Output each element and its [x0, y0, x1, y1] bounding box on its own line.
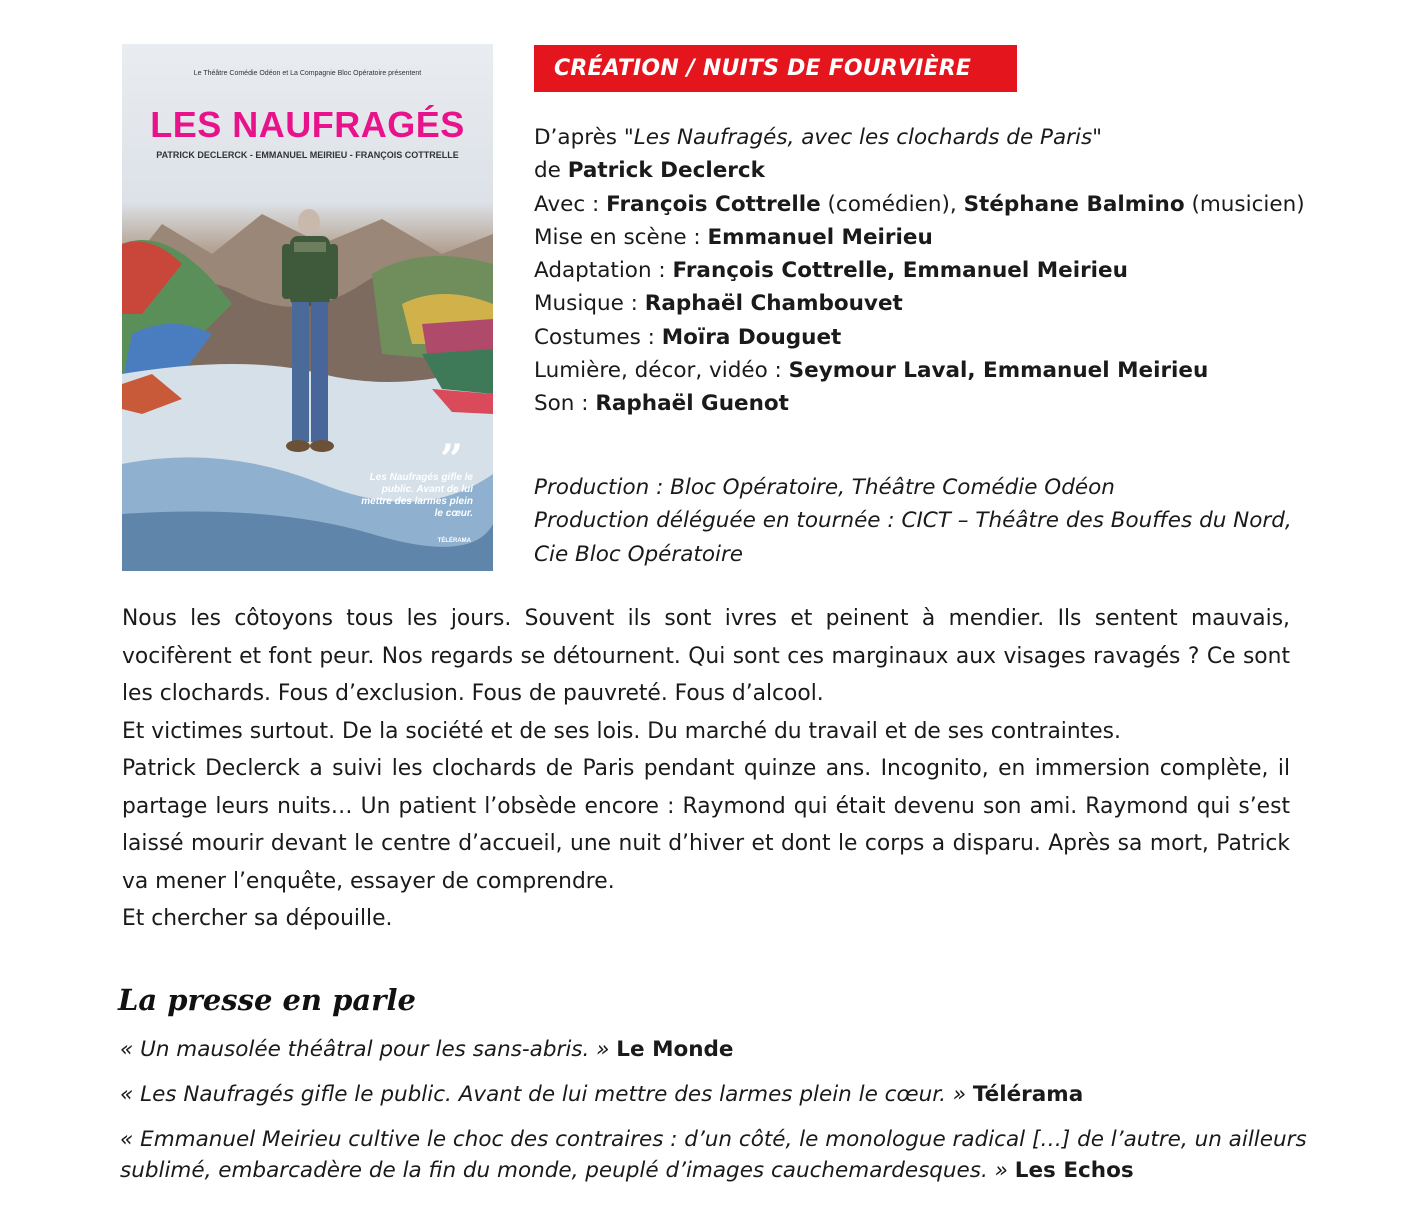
poster-title: LES NAUFRAGÉS [150, 104, 465, 145]
credits-direction: Mise en scène : Emmanuel Meirieu [534, 224, 933, 250]
synopsis [122, 600, 1290, 938]
poster-quote: Les Naufragés gifle le public. Avant de lui mettre des larmes plein le cœur. [361, 472, 473, 519]
book-title: Les Naufragés, avec les clochards de Paris [633, 125, 1093, 150]
poster-quote-mark: ” [440, 436, 464, 483]
credits-music: Musique : Raphaël Chambouvet [534, 291, 903, 317]
credits-cast: Avec : François Cottrelle (comédien), Stéphane Balmino (musicien) [534, 191, 1305, 217]
press-quote: « Les Naufragés gifle le public. Avant de lui mettre des larmes plein le cœur. » Télérama [120, 1082, 1084, 1107]
credits-author: de Patrick Declerck [534, 158, 765, 184]
credits-block [534, 121, 1354, 421]
production-block [534, 471, 1354, 571]
production-line-3: Cie Bloc Opératoire [534, 541, 744, 567]
production-line-2: Production déléguée en tournée : CICT – Théâtre des Bouffes du Nord, [534, 508, 1292, 534]
press-source: Les Echos [1014, 1158, 1134, 1183]
press-heading: La presse en parle [118, 983, 416, 1017]
poster-presents: Le Théâtre Comédie Odéon et La Compagnie Bloc Opératoire présentent [193, 70, 422, 77]
poster-names: PATRICK DECLERCK - EMMANUEL MEIRIEU - FRANÇOIS COTTRELLE [156, 150, 459, 160]
synopsis-paragraph-1: Nous les côtoyons tous les jours. Souvent ils sont ivres et peinent à mendier. Ils sentent mauvais, vocifèrent et font peur. Nos regards se détournent. Qui sont ces marginaux aux visages ravagés ? Ce sont les clochards. Fous d’exclusion. Fous de pauvreté. Fous d’alcool. [122, 606, 1290, 706]
press-quote: « Un mausolée théâtral pour les sans-abris. » Le Monde [120, 1037, 734, 1062]
show-poster [122, 44, 493, 571]
synopsis-paragraph-4: Et chercher sa dépouille. [122, 906, 393, 931]
press-quote: « Emmanuel Meirieu cultive le choc des contraires : d’un côté, le monologue radical […] de l’autre, un ailleurs sublimé, embarcadère de la fin du monde, peuplé d’images cauchemardesques. » Les Echos [120, 1127, 1307, 1183]
production-line-1: Production : Bloc Opératoire, Théâtre Comédie Odéon [534, 475, 1115, 500]
credits-adaptation: Adaptation : François Cottrelle, Emmanuel Meirieu [534, 258, 1128, 284]
creation-banner: CRÉATION / NUITS DE FOURVIÈRE [534, 45, 1017, 92]
synopsis-paragraph-3: Patrick Declerck a suivi les clochards de Paris pendant quinze ans. Incognito, en immersion complète, il partage leurs nuits… Un patient l’obsède encore : Raymond qui était devenu son ami. Raymond qui s’est laissé mourir devant le centre d’accueil, une nuit d’hiver et dont le corps a disparu. Après sa mort, Patrick va mener l’enquête, essayer de comprendre. [122, 756, 1290, 894]
press-quotes [120, 1034, 1350, 1200]
credits-costumes: Costumes : Moïra Douguet [534, 324, 842, 350]
poster-quote-source: TÉLÉRAMA [437, 538, 471, 544]
credits-light: Lumière, décor, vidéo : Seymour Laval, Emmanuel Meirieu [534, 358, 1209, 384]
press-source: Le Monde [616, 1037, 734, 1062]
synopsis-paragraph-2: Et victimes surtout. De la société et de ses lois. Du marché du travail et de ses contraintes. [122, 718, 1121, 744]
credits-sound: Son : Raphaël Guenot [534, 391, 789, 417]
credits-after: D’après "Les Naufragés, avec les clochards de Paris" [534, 125, 1103, 150]
press-source: Télérama [972, 1082, 1084, 1107]
